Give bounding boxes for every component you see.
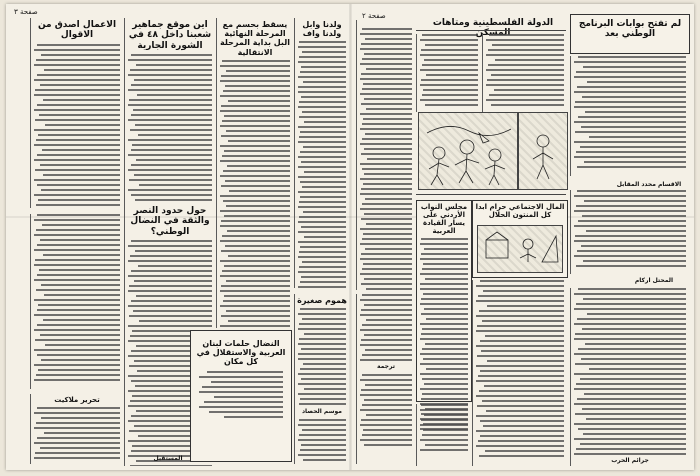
headline-a2: اين موقع جماهير شعبنا داخل ٤٨ في الشورة الجارية	[128, 20, 212, 51]
column-d-bottom	[294, 294, 349, 464]
column-d-top	[294, 18, 349, 288]
cartoon-side-sketch	[519, 113, 567, 189]
subhead-a18: موسم الحصاد	[301, 408, 343, 416]
headline-a7: النضال حلمات لبنان العربية والاستقلال في كل مكان	[196, 339, 286, 367]
column-h-mid	[570, 190, 689, 274]
column-e-top	[356, 20, 415, 290]
subhead-a13: الاقسام محدد المقابل	[616, 181, 682, 188]
headline-a5: ولدنا وابل ولدنا واف	[302, 20, 342, 39]
cartoon-sketch	[419, 113, 517, 189]
subhead-a15: ترجمة	[377, 363, 395, 370]
banner-rule	[416, 30, 566, 31]
boxed-article-social	[472, 200, 568, 278]
subhead-a17: المستقبل	[153, 455, 183, 462]
column-g-top	[482, 34, 567, 112]
headline-a8: الدولة الفلسطينية ومتاهات	[432, 18, 554, 28]
column-h-top	[570, 56, 689, 176]
column-f-top	[416, 34, 481, 112]
page-number-left: صفحة ٣	[14, 8, 38, 16]
center-fold	[349, 4, 352, 470]
boxed-article-lebanon	[190, 330, 292, 462]
column-a-top-text	[34, 44, 120, 208]
social-illustration	[477, 225, 563, 273]
column-a-mid-text	[34, 214, 120, 381]
boxed-article-jordan	[416, 200, 472, 402]
column-b-top	[124, 18, 215, 218]
column-h-bottom	[570, 288, 689, 466]
social-illustration-sketch	[478, 226, 562, 272]
column-a-mid	[30, 214, 123, 389]
cartoon-illustration	[418, 112, 518, 190]
headline-a11: لم تفتح بوابات البرنامج الوطني بعد	[578, 19, 682, 40]
boxed-headline-national	[570, 14, 690, 54]
headline-a3: حول حدود النصر والثقة في النضال الوطني؟	[130, 206, 210, 237]
column-f-bottom	[416, 404, 471, 466]
page-number-center: صفحة ٢	[362, 12, 386, 20]
headline-a14: تحرير ملاكيت	[54, 396, 100, 404]
headline-a6: هموم صغيرة	[297, 296, 347, 305]
subhead-a16: جرائم الحرب	[611, 457, 649, 464]
headline-a9: مجلس النواب الأردني على يسار القيادة العربية	[420, 203, 468, 236]
subhead-a12: المحتل اركام	[634, 277, 674, 284]
newspaper-sheet	[6, 4, 694, 470]
headline-a4: يسقط بحسم مع المرحلة النهائية البل بداية المرحلة الانتقالية	[220, 20, 290, 57]
headline-a10: المال الاجتماعي حرام ابدا كل المنتون الحلال	[475, 203, 565, 220]
column-a-bottom	[30, 394, 123, 464]
cartoon-side	[518, 112, 568, 190]
column-c	[216, 18, 293, 328]
column-e-bottom	[356, 294, 415, 464]
column-a-top	[30, 18, 123, 208]
column-g-bottom	[472, 280, 567, 466]
headline-a1: الاعمال اصدق من الاقوال	[37, 20, 117, 41]
